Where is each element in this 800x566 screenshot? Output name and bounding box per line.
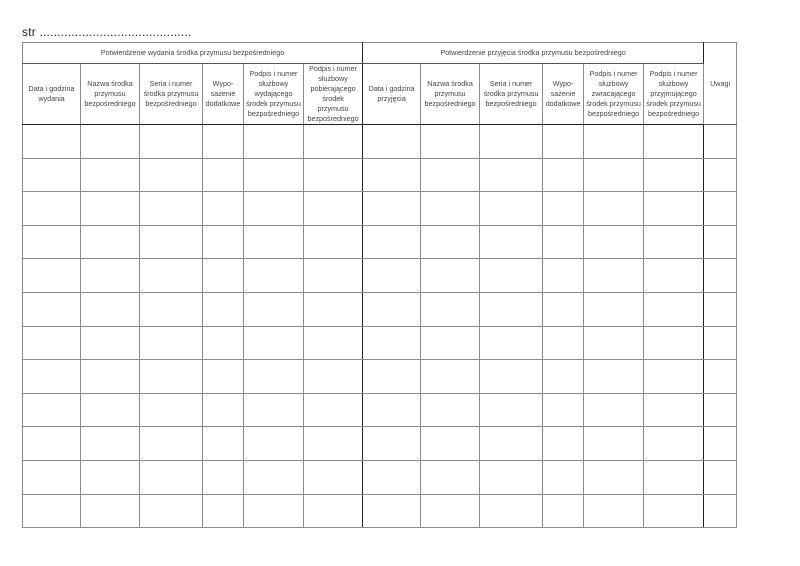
return-datetime-cell[interactable] — [363, 393, 421, 427]
issue-equipment-cell[interactable] — [203, 259, 244, 293]
returner-signature-cell[interactable] — [584, 326, 644, 360]
return-measure-name-cell[interactable] — [421, 125, 480, 159]
return-measure-name-header: Nazwa środka przymusu bezpośredniego — [421, 64, 480, 125]
recipient-signature-cell[interactable] — [304, 225, 363, 259]
issue-equipment-cell[interactable] — [203, 225, 244, 259]
return-equipment-cell[interactable] — [543, 225, 584, 259]
receiver-signature-cell[interactable] — [644, 158, 704, 192]
receiver-signature-cell[interactable] — [644, 192, 704, 226]
recipient-signature-cell[interactable] — [304, 192, 363, 226]
register-row — [23, 393, 737, 427]
issue-measure-name-cell[interactable] — [81, 494, 140, 528]
return-equipment-cell[interactable] — [543, 292, 584, 326]
page-number-label: str ........................................... — [22, 25, 192, 39]
issue-measure-name-cell[interactable] — [81, 125, 140, 159]
recipient-signature-cell[interactable] — [304, 494, 363, 528]
return-measure-name-cell[interactable] — [421, 360, 480, 394]
returner-signature-cell[interactable] — [584, 158, 644, 192]
issue-equipment-cell[interactable] — [203, 460, 244, 494]
return-measure-name-cell[interactable] — [421, 158, 480, 192]
issue-serial-number-cell[interactable] — [140, 292, 203, 326]
remarks-cell[interactable] — [704, 158, 737, 192]
issue-equipment-header: Wypo-sażenie dodatkowe — [203, 64, 244, 125]
issue-measure-name-cell[interactable] — [81, 460, 140, 494]
issue-equipment-cell[interactable] — [203, 360, 244, 394]
issuer-signature-cell[interactable] — [244, 259, 304, 293]
receiver-signature-cell[interactable] — [644, 292, 704, 326]
return-serial-number-cell[interactable] — [480, 125, 543, 159]
return-equipment-header: Wypo-sażenie dodatkowe — [543, 64, 584, 125]
issue-serial-number-cell[interactable] — [140, 158, 203, 192]
issue-equipment-cell[interactable] — [203, 393, 244, 427]
issue-measure-name-cell[interactable] — [81, 192, 140, 226]
receiver-signature-cell[interactable] — [644, 225, 704, 259]
issuer-signature-cell[interactable] — [244, 427, 304, 461]
issue-datetime-cell[interactable] — [23, 393, 81, 427]
issue-serial-number-cell[interactable] — [140, 259, 203, 293]
issue-serial-number-cell[interactable] — [140, 427, 203, 461]
issue-measure-name-header: Nazwa środka przymusu bezpośredniego — [81, 64, 140, 125]
issue-serial-number-cell[interactable] — [140, 326, 203, 360]
issue-section-title: Potwierdzenie wydania środka przymusu bezpośredniego — [23, 43, 363, 64]
returner-signature-cell[interactable] — [584, 460, 644, 494]
return-measure-name-cell[interactable] — [421, 460, 480, 494]
recipient-signature-cell[interactable] — [304, 125, 363, 159]
return-datetime-cell[interactable] — [363, 427, 421, 461]
return-serial-number-cell[interactable] — [480, 360, 543, 394]
returner-signature-cell[interactable] — [584, 360, 644, 394]
return-datetime-cell[interactable] — [363, 460, 421, 494]
return-serial-number-cell[interactable] — [480, 259, 543, 293]
return-equipment-cell[interactable] — [543, 360, 584, 394]
issue-measure-name-cell[interactable] — [81, 360, 140, 394]
return-equipment-cell[interactable] — [543, 158, 584, 192]
recipient-signature-cell[interactable] — [304, 292, 363, 326]
return-measure-name-cell[interactable] — [421, 393, 480, 427]
return-equipment-cell[interactable] — [543, 494, 584, 528]
returner-signature-cell[interactable] — [584, 393, 644, 427]
return-serial-number-cell[interactable] — [480, 225, 543, 259]
returner-signature-cell[interactable] — [584, 427, 644, 461]
return-datetime-cell[interactable] — [363, 259, 421, 293]
issuer-signature-header: Podpis i numer służbowy wydającego środek przymusu bezpośredniego — [244, 64, 304, 125]
issue-datetime-cell[interactable] — [23, 158, 81, 192]
issue-serial-number-header: Seria i numer środka przymusu bezpośredniego — [140, 64, 203, 125]
register-row — [23, 225, 737, 259]
receiver-signature-cell[interactable] — [644, 427, 704, 461]
register-row — [23, 192, 737, 226]
return-measure-name-cell[interactable] — [421, 494, 480, 528]
issue-equipment-cell[interactable] — [203, 427, 244, 461]
remarks-cell[interactable] — [704, 393, 737, 427]
returner-signature-cell[interactable] — [584, 225, 644, 259]
return-serial-number-cell[interactable] — [480, 494, 543, 528]
issue-datetime-cell[interactable] — [23, 292, 81, 326]
receiver-signature-cell[interactable] — [644, 259, 704, 293]
return-measure-name-cell[interactable] — [421, 292, 480, 326]
issue-datetime-header: Data i godzina wydania — [23, 64, 81, 125]
return-serial-number-cell[interactable] — [480, 292, 543, 326]
register-body — [23, 125, 737, 528]
issue-datetime-cell[interactable] — [23, 259, 81, 293]
issue-measure-name-cell[interactable] — [81, 393, 140, 427]
remarks-cell[interactable] — [704, 292, 737, 326]
receiver-signature-cell[interactable] — [644, 360, 704, 394]
returner-signature-cell[interactable] — [584, 494, 644, 528]
issue-measure-name-cell[interactable] — [81, 292, 140, 326]
recipient-signature-cell[interactable] — [304, 427, 363, 461]
return-serial-number-cell[interactable] — [480, 158, 543, 192]
column-header-row — [23, 64, 737, 125]
issue-measure-name-cell[interactable] — [81, 158, 140, 192]
return-measure-name-cell[interactable] — [421, 326, 480, 360]
return-serial-number-cell[interactable] — [480, 192, 543, 226]
returner-signature-cell[interactable] — [584, 125, 644, 159]
issuer-signature-cell[interactable] — [244, 225, 304, 259]
recipient-signature-header: Podpis i numer służbowy pobierającego środek przymusu bezpośredniego — [304, 64, 363, 125]
remarks-cell[interactable] — [704, 225, 737, 259]
issue-equipment-cell[interactable] — [203, 494, 244, 528]
issue-serial-number-cell[interactable] — [140, 225, 203, 259]
return-datetime-cell[interactable] — [363, 158, 421, 192]
return-measure-name-cell[interactable] — [421, 192, 480, 226]
receiver-signature-header: Podpis i numer służbowy przyjmującego środek przymusu bezpośredniego — [644, 64, 704, 125]
issuer-signature-cell[interactable] — [244, 360, 304, 394]
issue-datetime-cell[interactable] — [23, 225, 81, 259]
remarks-cell[interactable] — [704, 259, 737, 293]
receiver-signature-cell[interactable] — [644, 125, 704, 159]
return-equipment-cell[interactable] — [543, 125, 584, 159]
issue-datetime-cell[interactable] — [23, 460, 81, 494]
issue-datetime-cell[interactable] — [23, 494, 81, 528]
return-datetime-cell[interactable] — [363, 225, 421, 259]
receiver-signature-cell[interactable] — [644, 326, 704, 360]
recipient-signature-cell[interactable] — [304, 326, 363, 360]
register-row — [23, 259, 737, 293]
receiver-signature-cell[interactable] — [644, 460, 704, 494]
issuer-signature-cell[interactable] — [244, 292, 304, 326]
issue-measure-name-cell[interactable] — [81, 259, 140, 293]
returner-signature-cell[interactable] — [584, 292, 644, 326]
issue-datetime-cell[interactable] — [23, 427, 81, 461]
issuer-signature-cell[interactable] — [244, 460, 304, 494]
return-serial-number-cell[interactable] — [480, 427, 543, 461]
issue-measure-name-cell[interactable] — [81, 326, 140, 360]
issue-equipment-cell[interactable] — [203, 192, 244, 226]
return-equipment-cell[interactable] — [543, 259, 584, 293]
issue-datetime-cell[interactable] — [23, 125, 81, 159]
remarks-cell[interactable] — [704, 360, 737, 394]
return-datetime-cell[interactable] — [363, 494, 421, 528]
issue-serial-number-cell[interactable] — [140, 393, 203, 427]
issue-equipment-cell[interactable] — [203, 158, 244, 192]
issue-measure-name-cell[interactable] — [81, 427, 140, 461]
return-measure-name-cell[interactable] — [421, 259, 480, 293]
recipient-signature-cell[interactable] — [304, 460, 363, 494]
register-row — [23, 494, 737, 528]
issue-datetime-cell[interactable] — [23, 360, 81, 394]
return-datetime-cell[interactable] — [363, 125, 421, 159]
return-measure-name-cell[interactable] — [421, 427, 480, 461]
return-equipment-cell[interactable] — [543, 393, 584, 427]
issue-measure-name-cell[interactable] — [81, 225, 140, 259]
issue-equipment-cell[interactable] — [203, 292, 244, 326]
return-datetime-header: Data i godzina przyjęcia — [363, 64, 421, 125]
issuer-signature-cell[interactable] — [244, 158, 304, 192]
returner-signature-header: Podpis i numer służbowy zwracającego środek przymusu bezpośredniego — [584, 64, 644, 125]
remarks-cell[interactable] — [704, 125, 737, 159]
issue-serial-number-cell[interactable] — [140, 125, 203, 159]
receiver-signature-cell[interactable] — [644, 494, 704, 528]
recipient-signature-cell[interactable] — [304, 259, 363, 293]
receiver-signature-cell[interactable] — [644, 393, 704, 427]
remarks-cell[interactable] — [704, 427, 737, 461]
return-equipment-cell[interactable] — [543, 427, 584, 461]
recipient-signature-cell[interactable] — [304, 360, 363, 394]
register-row — [23, 460, 737, 494]
register-row — [23, 158, 737, 192]
register-row — [23, 326, 737, 360]
return-datetime-cell[interactable] — [363, 292, 421, 326]
section-header-row — [23, 43, 737, 64]
return-equipment-cell[interactable] — [543, 460, 584, 494]
remarks-column-header: Uwagi — [704, 43, 737, 125]
issue-serial-number-cell[interactable] — [140, 360, 203, 394]
issue-serial-number-cell[interactable] — [140, 460, 203, 494]
coercion-measure-register-table — [22, 42, 737, 528]
issuer-signature-cell[interactable] — [244, 393, 304, 427]
return-serial-number-header: Seria i numer środka przymusu bezpośredniego — [480, 64, 543, 125]
return-measure-name-cell[interactable] — [421, 225, 480, 259]
return-serial-number-cell[interactable] — [480, 326, 543, 360]
return-datetime-cell[interactable] — [363, 360, 421, 394]
issuer-signature-cell[interactable] — [244, 326, 304, 360]
return-section-title: Potwierdzenie przyjęcia środka przymusu bezpośredniego — [363, 43, 704, 64]
remarks-cell[interactable] — [704, 494, 737, 528]
remarks-cell[interactable] — [704, 326, 737, 360]
returner-signature-cell[interactable] — [584, 259, 644, 293]
return-serial-number-cell[interactable] — [480, 460, 543, 494]
issuer-signature-cell[interactable] — [244, 192, 304, 226]
return-equipment-cell[interactable] — [543, 326, 584, 360]
remarks-cell[interactable] — [704, 460, 737, 494]
register-row — [23, 360, 737, 394]
recipient-signature-cell[interactable] — [304, 393, 363, 427]
return-datetime-cell[interactable] — [363, 192, 421, 226]
register-row — [23, 427, 737, 461]
return-serial-number-cell[interactable] — [480, 393, 543, 427]
issuer-signature-cell[interactable] — [244, 125, 304, 159]
register-row — [23, 125, 737, 159]
issue-datetime-cell[interactable] — [23, 326, 81, 360]
register-row — [23, 292, 737, 326]
return-equipment-cell[interactable] — [543, 192, 584, 226]
issue-equipment-cell[interactable] — [203, 125, 244, 159]
issue-serial-number-cell[interactable] — [140, 192, 203, 226]
return-datetime-cell[interactable] — [363, 326, 421, 360]
issuer-signature-cell[interactable] — [244, 494, 304, 528]
returner-signature-cell[interactable] — [584, 192, 644, 226]
issue-serial-number-cell[interactable] — [140, 494, 203, 528]
issue-datetime-cell[interactable] — [23, 192, 81, 226]
recipient-signature-cell[interactable] — [304, 158, 363, 192]
issue-equipment-cell[interactable] — [203, 326, 244, 360]
remarks-cell[interactable] — [704, 192, 737, 226]
